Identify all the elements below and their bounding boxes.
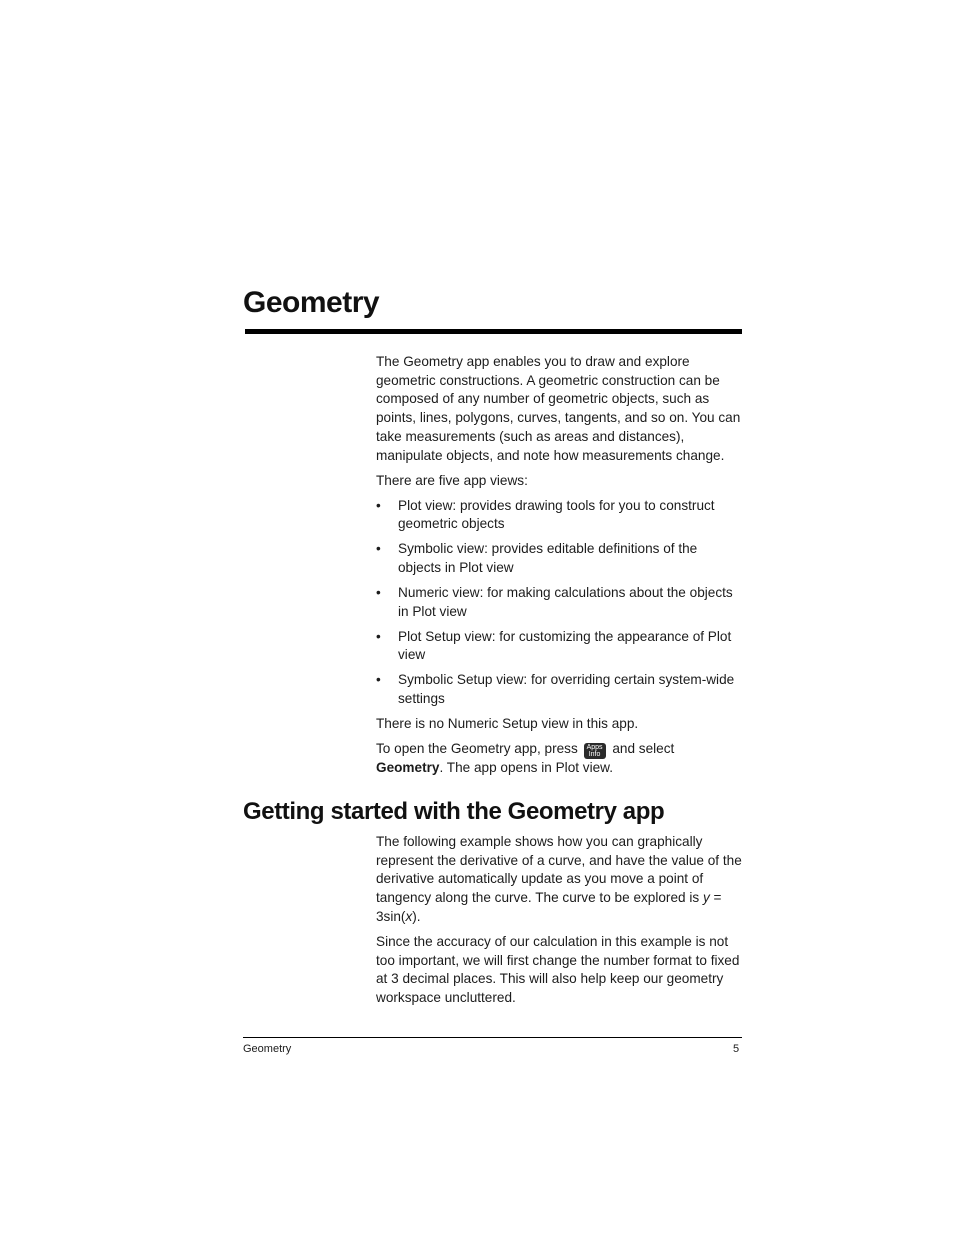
geometry-app-name: Geometry — [376, 760, 440, 776]
example-paragraph-1 — [376, 833, 744, 927]
app-views-list — [376, 497, 744, 709]
open-instruction-end: . The app opens in Plot view. — [439, 760, 614, 776]
open-instruction-text: To open the Geometry app, press — [376, 741, 578, 757]
bullet-marker: • — [376, 584, 381, 600]
list-item — [376, 540, 744, 577]
example-paragraph-2: Since the accuracy of our calculation in this example is not too important, we will first change the number format to fixed at 3 decimal places. This will also help keep our geometry workspace uncluttered. — [376, 933, 740, 1005]
list-item — [376, 497, 744, 534]
bullet-marker: • — [376, 541, 381, 557]
views-lead: There are five app views: — [376, 472, 528, 488]
chapter-title: Geometry — [243, 286, 380, 319]
footer-rule — [243, 1037, 742, 1038]
bullet-marker: • — [376, 628, 381, 644]
list-item-text: Symbolic view: provides editable definitions of the objects in Plot view — [398, 541, 698, 575]
list-item — [376, 671, 744, 708]
list-item-text: Numeric view: for making calculations about the objects in Plot view — [398, 584, 733, 619]
footer-chapter-name: Geometry — [243, 1043, 292, 1055]
example-text: The following example shows how you can graphically represent the derivative of a curve, and have the value of the derivative automatically update as you move a point of tangency along the curve. The curve to be explored is — [376, 834, 742, 906]
intro-paragraph: The Geometry app enables you to draw and explore geometric constructions. A geometric construction can be composed of any number of geometric objects, such as points, lines, polygons, curves, tangents, and so on. You can take measurements (such as areas and distances), manipulate objects, and note how measurements change. — [376, 354, 741, 463]
apps-key-top-label: Apps — [586, 743, 603, 751]
no-numeric-setup-note: There is no Numeric Setup view in this app. — [376, 716, 639, 732]
intro-block — [376, 353, 744, 784]
list-item-text: Plot Setup view: for customizing the appearance of Plot view — [398, 628, 732, 663]
example-block — [376, 833, 744, 1014]
list-item — [376, 628, 744, 665]
page-number: 5 — [733, 1043, 740, 1055]
variable-x: x — [405, 908, 413, 924]
apps-info-key-icon — [584, 743, 606, 759]
example-text: ). — [412, 908, 421, 924]
chapter-title-rule — [245, 329, 742, 334]
open-instruction-text-2: and select — [612, 741, 675, 757]
open-app-instructions — [376, 740, 744, 778]
bullet-marker: • — [376, 497, 381, 513]
variable-y: y — [702, 890, 710, 906]
list-item — [376, 584, 744, 621]
list-item-text: Plot view: provides drawing tools for you to construct geometric objects — [398, 497, 715, 532]
section-title: Getting started with the Geometry app — [243, 798, 665, 825]
bullet-marker: • — [376, 672, 381, 688]
apps-key-bottom-label: Info — [588, 751, 601, 759]
list-item-text: Symbolic Setup view: for overriding certain system-wide settings — [398, 672, 735, 707]
example-text: = 3sin( — [376, 890, 722, 924]
